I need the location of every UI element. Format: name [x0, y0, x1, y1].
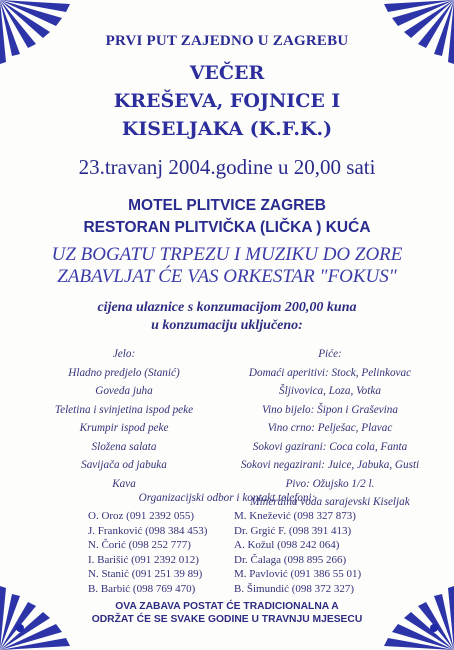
footer-line-2: ODRŽAT ĆE SE SVAKE GODINE U TRAVNJU MJESECU [91, 614, 363, 625]
contact-row: B. Šimundić (098 372 327) [234, 582, 355, 595]
food-item: Teletina i svinjetina ispod peke [54, 403, 194, 416]
food-item: Krumpir ispod peke [79, 422, 169, 434]
food-heading: Jelo: [112, 348, 136, 360]
contacts-left [88, 509, 207, 597]
drink-item: Sokovi negazirani: Juice, Jabuka, Gusti [240, 459, 420, 471]
contact-row: N. Stanić (091 251 39 89) [88, 568, 203, 581]
food-menu [24, 345, 224, 493]
contact-row: A. Kožul (098 242 064) [234, 539, 340, 552]
venue-line-2: RESTORAN PLITVIČKA (LIČKA ) KUĆA [83, 219, 371, 236]
food-item: Goveda juha [95, 385, 153, 397]
corner-dot-right [430, 624, 438, 632]
food-item: Složena salata [91, 440, 157, 453]
drink-item: Pivo: Ožujsko 1/2 l. [285, 477, 375, 490]
contacts-right [234, 509, 361, 597]
contact-row: M. Pavlović (091 386 55 01) [234, 568, 362, 581]
food-item: Savijača od jabuka [81, 459, 167, 471]
drink-item: Vino bijelo: Šipon i Graševina [262, 403, 398, 416]
footer-line-1: OVA ZABAVA POSTAT ĆE TRADICIONALNA A [115, 601, 339, 612]
contact-row: I. Barišić (091 2392 012) [88, 553, 199, 566]
drink-item: Šljivovica, Loza, Votka [279, 385, 381, 397]
contact-row: Dr. Grgić F. (098 391 413) [234, 524, 352, 537]
drink-item: Domaći aperitivi: Stock, Pelinkovac [248, 366, 412, 379]
contact-row: B. Barbić (098 769 470) [88, 582, 196, 595]
drinks-menu [222, 345, 438, 512]
contact-row: M. Knežević (098 327 873) [234, 510, 356, 522]
corner-dot-left [16, 624, 24, 632]
event-date: 23.travanj 2004.godine u 20,00 sati [78, 155, 376, 179]
price-line-2: u konzumaciju uključeno: [151, 318, 303, 333]
contact-row: O. Oroz (091 2392 055) [88, 510, 195, 522]
contact-row: J. Franković (098 384 453) [88, 524, 208, 537]
event-title-3: KISELJAKA (K.F.K.) [121, 118, 333, 140]
event-title-2: KREŠEVA, FOJNICE I [113, 90, 341, 112]
drink-item: Mineralna voda sarajevski Kiseljak [250, 496, 410, 508]
promo-line-2: ZABAVLJAT ĆE VAS ORKESTAR "FOKUS" [57, 266, 397, 287]
promo-line-1: UZ BOGATU TRPEZU I MUZIKU DO ZORE [51, 244, 403, 265]
price-line-1: cijena ulaznice s konzumacijom 200,00 kuna [97, 300, 357, 315]
venue-line-1: MOTEL PLITVICE ZAGREB [128, 197, 326, 214]
intro-line: PRVI PUT ZAJEDNO U ZAGREBU [105, 33, 349, 49]
contact-row: N. Čorić (098 252 777) [88, 539, 191, 552]
drink-item: Sokovi gazirani: Coca cola, Fanta [252, 440, 408, 453]
event-title-1: VEČER [189, 62, 265, 84]
food-item: Hladno predjelo (Stanić) [68, 366, 180, 379]
drinks-heading: Piće: [318, 348, 342, 360]
food-item: Kava [112, 477, 136, 490]
contact-row: Dr. Čalaga (098 895 266) [234, 553, 347, 566]
organizers-title: Organizacijski odbor i kontakt telefoni: [138, 492, 316, 504]
drink-item: Vino crno: Pelješac, Plavac [267, 422, 393, 434]
